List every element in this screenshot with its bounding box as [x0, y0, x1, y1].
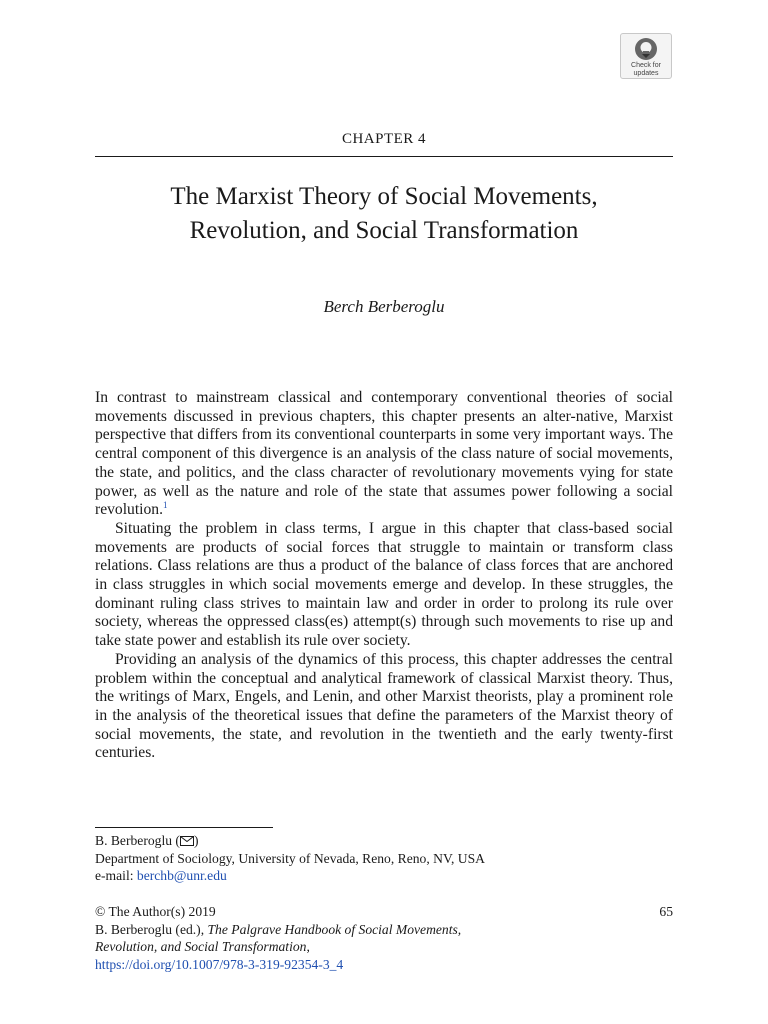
affiliation-name: B. Berberoglu ( [95, 833, 180, 848]
envelope-icon [180, 836, 194, 846]
copyright-block [95, 903, 673, 973]
footnote-ref-1[interactable]: 1 [163, 500, 168, 511]
chapter-title-line2: Revolution, and Social Transformation [189, 217, 579, 244]
citation-line-1 [95, 921, 673, 939]
author-name: Berch Berberoglu [323, 297, 445, 316]
chapter-divider [95, 156, 673, 157]
paragraph-3: Providing an analysis of the dynamics of this process, this chapter addresses the central problem within the conceptual and analytical framework of classical Marxist theory. Thus, the writings of Marx, Engels, and Lenin, and other Marxist theorists, play a prominent role in the analysis of the theoretical issues that define the parameters of the Marxist theory of social movements, the state, and revolution in the twentieth and the early twenty-first centuries. [95, 650, 673, 762]
citation-book-title-1: The Palgrave Handbook of Social Movements, [207, 921, 462, 937]
body-text [95, 389, 673, 763]
affiliation-email-line [95, 867, 673, 885]
email-link[interactable]: berchb@unr.edu [136, 868, 227, 883]
check-for-updates-icon [634, 37, 658, 61]
email-label: e-mail: [95, 868, 137, 883]
check-for-updates-badge[interactable] [620, 33, 672, 79]
paragraph-2: Situating the problem in class terms, I argue in this chapter that class-based social movements are products of social forces that struggle to maintain or transform class relations. Class relations are thus a product of the balance of class forces that are anchored in class struggles in which social movements emerge and develop. In these struggles, the dominant ruling class strives to maintain law and order in order to prolong its rule over society, whereas the oppressed class(es) attempt(s) through such movements to rise up and take state power and establish its rule over society. [95, 519, 673, 650]
chapter-label: CHAPTER 4 [341, 131, 427, 147]
footnote-divider [95, 827, 273, 828]
copyright-line: © The Author(s) 2019 [95, 904, 216, 919]
paragraph-1 [95, 389, 673, 520]
citation-book-title-2: Revolution, and Social Transformation [95, 939, 307, 954]
doi-link[interactable]: https://doi.org/10.1007/978-3-319-92354-3_4 [95, 956, 344, 972]
paragraph-1-text: In contrast to mainstream classical and contemporary conventional theories of social movements discussed in previous chapters, this chapter presents an alter-native, Marxist perspective that differs from its conventional counterparts in some very important ways. The central component of this divergence is an analysis of the class nature of social movements, the state, and politics, and the class character of revolutionary movements vying for state power, as well as the nature and role of the state that assumes power following a social revolution. [95, 389, 673, 519]
citation-editor: B. Berberoglu (ed.), [95, 921, 208, 937]
badge-label-line1: Check for [631, 62, 661, 69]
chapter-title [95, 180, 673, 248]
page-number: 65 [659, 904, 673, 919]
citation-comma: , [306, 939, 310, 954]
citation-line-2 [95, 938, 673, 956]
badge-label-line2: updates [633, 70, 659, 77]
author-affiliation [95, 832, 673, 885]
affiliation-name-close: ) [193, 833, 199, 848]
affiliation-department: Department of Sociology, University of Nevada, Reno, Reno, NV, USA [95, 850, 486, 866]
chapter-title-line1: The Marxist Theory of Social Movements, [170, 183, 598, 210]
affiliation-name-line [95, 832, 673, 850]
